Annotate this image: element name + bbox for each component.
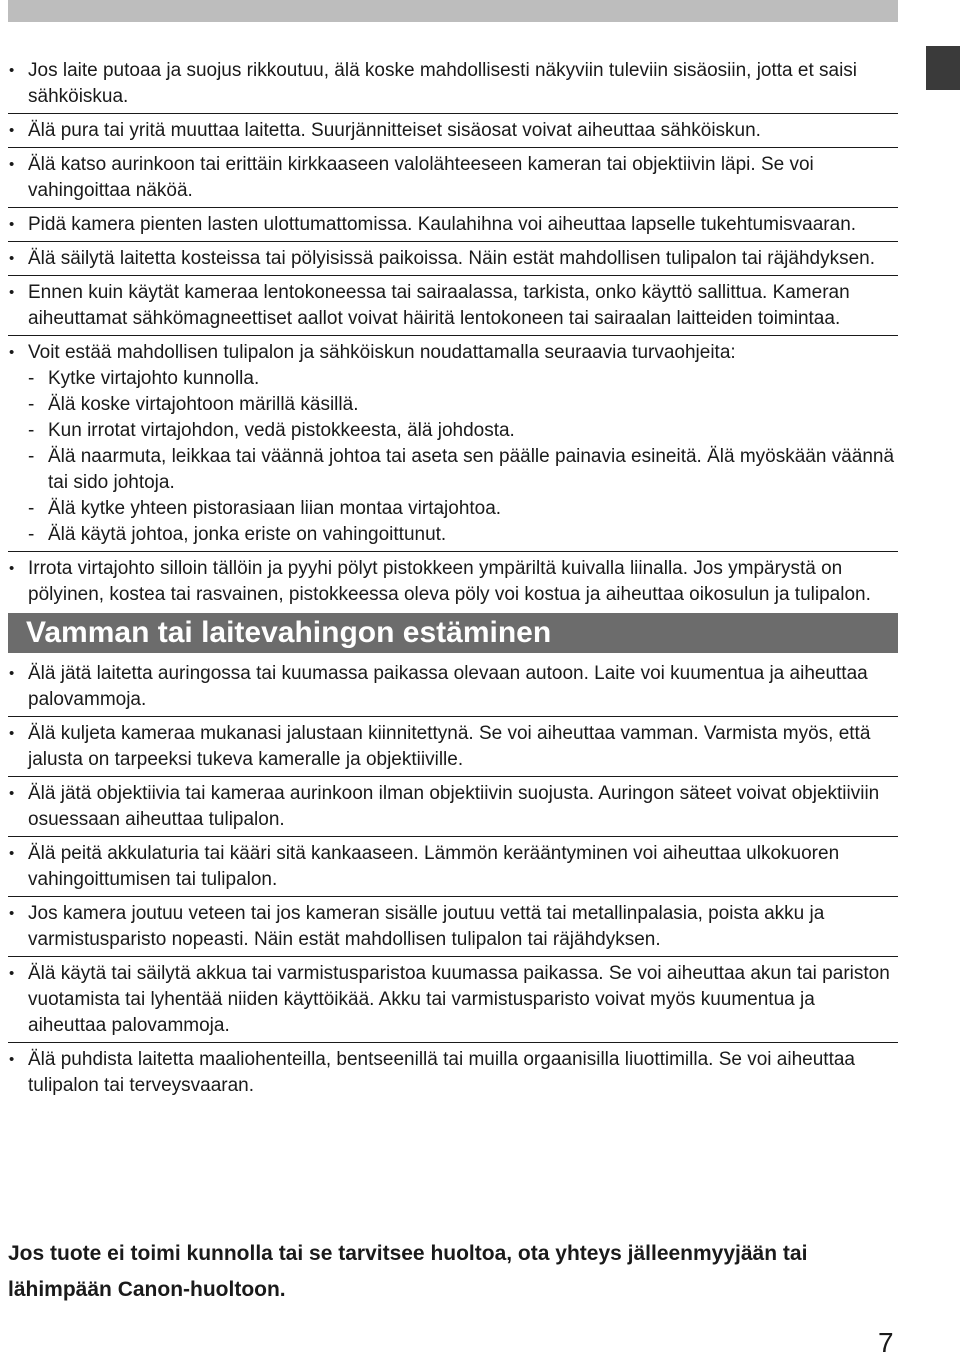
header-bar [8, 0, 898, 22]
list-item [8, 113, 898, 147]
list-item-text: Voit estää mahdollisen tulipalon ja sähköiskun noudattamalla seuraavia turvaohjeita: [28, 342, 736, 363]
bullet-icon: • [9, 785, 15, 802]
sub-list-item [28, 392, 898, 418]
bullet-icon: • [9, 62, 15, 79]
list-item [8, 657, 898, 716]
list-item-text: Ennen kuin käytät kameraa lentokoneessa tai sairaalassa, tarkista, onko käyttö sallittua. Kameran aiheuttamat sähkömagneettiset aallot voivat häiritä lentokoneen tai sairaalan laitteiden toimintaa. [28, 282, 850, 329]
bullet-icon: • [9, 344, 15, 361]
list-item-text: Älä katso aurinkoon tai erittäin kirkkaaseen valolähteeseen kameran tai objektiivin läpi. Se voi vahingoittaa näköä. [28, 154, 814, 201]
list-item [8, 836, 898, 896]
bullet-icon: • [9, 725, 15, 742]
list-item [8, 275, 898, 335]
list-item [8, 241, 898, 275]
dash-icon: - [28, 524, 35, 545]
list-item [8, 1042, 898, 1102]
list-item-text: Jos laite putoaa ja suojus rikkoutuu, älä koske mahdollisesti näkyviin tuleviin sisäosiin, jotta et saisi sähköiskua. [28, 60, 858, 107]
bullet-icon: • [9, 665, 15, 682]
sub-list-item-text: Älä käytä johtoa, jonka eriste on vahingoittunut. [48, 524, 447, 545]
list-item [8, 776, 898, 836]
sub-list-item [28, 418, 898, 444]
list-item-text: Älä säilytä laitetta kosteissa tai pölyisissä paikoissa. Näin estät mahdollisen tulipalon tai räjähdyksen. [28, 248, 875, 269]
section-tab-marker [926, 46, 960, 90]
sub-list-item [28, 444, 898, 496]
list-item-text: Älä jätä laitetta auringossa tai kuumassa paikassa olevaan autoon. Laite voi kuumentua ja aiheuttaa palovammoja. [28, 663, 868, 710]
general-warnings-list [8, 54, 898, 611]
dash-icon: - [28, 394, 35, 415]
sub-list-item-text: Kytke virtajohto kunnolla. [48, 368, 260, 389]
list-item-text: Älä jätä objektiivia tai kameraa aurinkoon ilman objektiivin suojusta. Auringon säteet voivat objektiiviin osuessaan aiheuttaa tulipalon. [28, 783, 880, 830]
sub-list-item-text: Älä naarmuta, leikkaa tai väännä johtoa tai aseta sen päälle painavia esineitä. Älä myöskään väännä tai sido johtoja. [48, 446, 895, 493]
sub-list-item [28, 496, 898, 522]
list-item [8, 956, 898, 1042]
dash-icon: - [28, 446, 35, 467]
list-item [8, 207, 898, 241]
bullet-icon: • [9, 845, 15, 862]
sub-list-item [28, 366, 898, 392]
dash-icon: - [28, 368, 35, 389]
list-item [8, 896, 898, 956]
sub-list-item-text: Kun irrotat virtajohdon, vedä pistokkeesta, älä johdosta. [48, 420, 515, 441]
list-item-text: Irrota virtajohto silloin tällöin ja pyyhi pölyt pistokkeen ympäriltä kuivalla liinalla. Jos ympärystä on pölyinen, kostea tai rasvainen, pistokkeessa oleva pöly voi kostua ja aiheuttaa oikosulun ja tulipalon. [28, 558, 871, 605]
list-item [8, 716, 898, 776]
safety-content [8, 54, 898, 1102]
bullet-icon: • [9, 905, 15, 922]
bullet-icon: • [9, 560, 15, 577]
list-item [8, 551, 898, 611]
service-note: Jos tuote ei toimi kunnolla tai se tarvitsee huoltoa, ota yhteys jälleenmyyjään tai lähimpään Canon-huoltoon. [8, 1242, 808, 1301]
bullet-icon: • [9, 965, 15, 982]
list-item-text: Älä kuljeta kameraa mukanasi jalustaan kiinnitettynä. Se voi aiheuttaa vamman. Varmista myös, että jalusta on tarpeeksi tukeva kameralle ja objektiiville. [28, 723, 871, 770]
sub-list-item [28, 522, 898, 548]
list-item-text: Pidä kamera pienten lasten ulottumattomissa. Kaulahihna voi aiheuttaa lapselle tukehtumisvaaran. [28, 214, 857, 235]
list-item-text: Älä käytä tai säilytä akkua tai varmistusparistoa kuumassa paikassa. Se voi aiheuttaa akun tai pariston vuotamista tai lyhentää niiden käyttöikää. Akku tai varmistusparisto voivat myös kuumentua ja aiheuttaa palovammoja. [28, 963, 890, 1036]
list-item [8, 147, 898, 207]
bullet-icon: • [9, 1051, 15, 1068]
section-heading: Vamman tai laitevahingon estäminen [8, 613, 898, 653]
list-item-text: Jos kamera joutuu veteen tai jos kameran sisälle joutuu vettä tai metallinpalasia, poista akku ja varmistusparisto nopeasti. Näin estät mahdollisen tulipalon tai räjähdyksen. [28, 903, 825, 950]
bullet-icon: • [9, 122, 15, 139]
list-item [8, 54, 898, 113]
list-item-text: Älä pura tai yritä muuttaa laitetta. Suurjännitteiset sisäosat voivat aiheuttaa sähköiskun. [28, 120, 761, 141]
bullet-icon: • [9, 284, 15, 301]
dash-icon: - [28, 420, 35, 441]
bullet-icon: • [9, 216, 15, 233]
bullet-icon: • [9, 250, 15, 267]
page-number: 7 [878, 1327, 894, 1358]
bullet-icon: • [9, 156, 15, 173]
sub-list-item-text: Älä kytke yhteen pistorasiaan liian montaa virtajohtoa. [48, 498, 502, 519]
list-item-text: Älä peitä akkulaturia tai kääri sitä kankaaseen. Lämmön kerääntyminen voi aiheuttaa ulkokuoren vahingoittumisen tai tulipalon. [28, 843, 840, 890]
injury-warnings-list [8, 657, 898, 1102]
power-cord-sublist [28, 366, 898, 548]
list-item [8, 335, 898, 551]
list-item-text: Älä puhdista laitetta maaliohenteilla, bentseenillä tai muilla orgaanisilla liuottimilla. Se voi aiheuttaa tulipalon tai terveysvaaran. [28, 1049, 855, 1096]
dash-icon: - [28, 498, 35, 519]
sub-list-item-text: Älä koske virtajohtoon märillä käsillä. [48, 394, 359, 415]
